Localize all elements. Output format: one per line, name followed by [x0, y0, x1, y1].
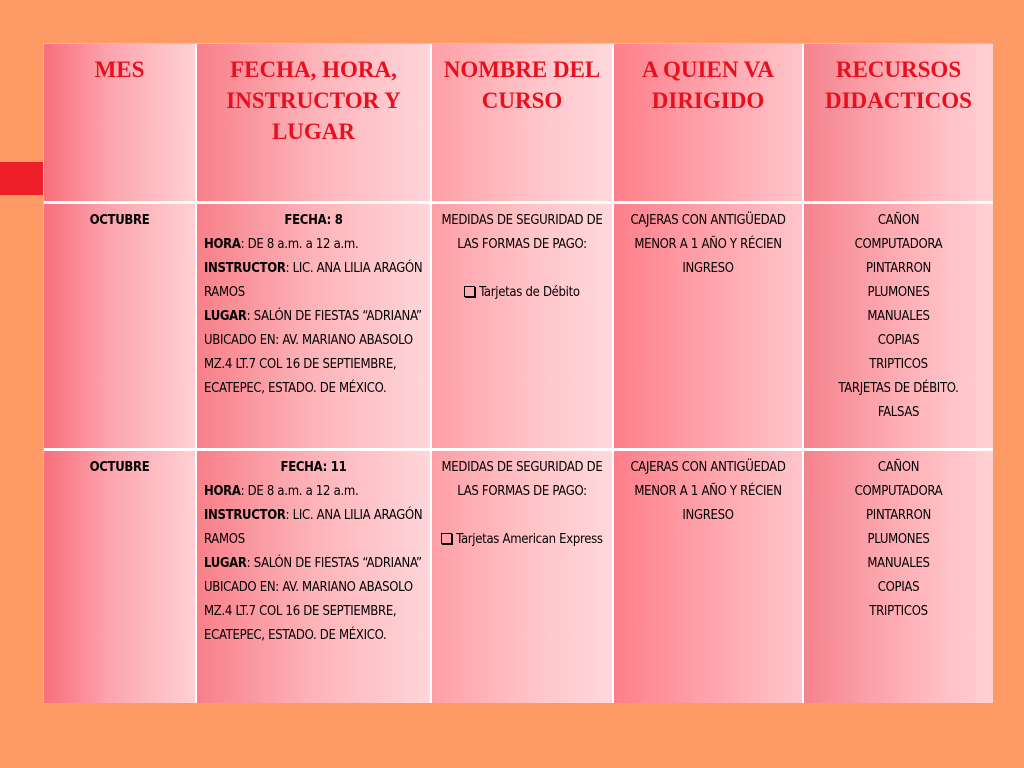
lugar-label: LUGAR: [204, 556, 247, 571]
lugar-value: : SALÓN DE FIESTAS “ADRIANA” UBICADO EN: AV. MARIANO ABASOLO MZ.4 LT.7 COL 16 DE SEPTIEMBRE, ECATEPEC, ESTADO. DE MÉXICO.: [204, 556, 422, 643]
table-row-2-mes: [44, 451, 197, 703]
curso-item: [439, 281, 605, 305]
lugar-value: : SALÓN DE FIESTAS “ADRIANA” UBICADO EN: AV. MARIANO ABASOLO MZ.4 LT.7 COL 16 DE SEPTIEMBRE, ECATEPEC, ESTADO. DE MÉXICO.: [204, 309, 422, 396]
table-row-1-dirigido: [614, 204, 804, 451]
header-mes: MES: [44, 44, 197, 204]
recurso-item: MANUALES: [867, 556, 930, 571]
hora-label: HORA: [204, 484, 241, 499]
mes-value: OCTUBRE: [89, 213, 150, 228]
hora-label: HORA: [204, 237, 241, 252]
mes-value: OCTUBRE: [89, 460, 150, 475]
instructor-value: : LIC. ANA LILIA ARAGÓN RAMOS: [204, 508, 423, 547]
table-row-2-fecha: [197, 451, 432, 703]
lugar-label: LUGAR: [204, 309, 247, 324]
table-row-1-recursos: [804, 204, 993, 451]
recurso-item: TRIPTICOS: [869, 357, 928, 372]
schedule-table: [43, 43, 992, 702]
curso-title: MEDIDAS DE SEGURIDAD DE LAS FORMAS DE PAGO:: [441, 213, 603, 252]
recurso-item: FALSAS: [877, 405, 920, 420]
hora-value: : DE 8 a.m. a 12 a.m.: [240, 237, 359, 252]
recurso-item: COMPUTADORA: [854, 237, 943, 252]
curso-title: MEDIDAS DE SEGURIDAD DE LAS FORMAS DE PAGO:: [441, 460, 603, 499]
table-row-2-dirigido: [614, 451, 804, 703]
instructor-block: [204, 508, 422, 547]
recurso-item: MANUALES: [867, 309, 930, 324]
header-dirigido: A QUIEN VA DIRIGIDO: [614, 44, 804, 204]
recurso-item: COMPUTADORA: [854, 484, 943, 499]
recurso-item: CAÑON: [877, 460, 920, 475]
recurso-item: TRIPTICOS: [869, 604, 928, 619]
instructor-block: [204, 261, 422, 300]
instructor-label: INSTRUCTOR: [204, 508, 286, 523]
header-fecha: FECHA, HORA, INSTRUCTOR Y LUGAR: [197, 44, 432, 204]
lugar-block: [204, 556, 422, 643]
hora-value: : DE 8 a.m. a 12 a.m.: [240, 484, 359, 499]
recurso-item: PLUMONES: [867, 285, 930, 300]
instructor-label: INSTRUCTOR: [204, 261, 286, 276]
lugar-block: [204, 309, 422, 396]
curso-item-text: Tarjetas American Express: [456, 532, 603, 547]
table-row-1-mes: [44, 204, 197, 451]
curso-item: [439, 528, 605, 552]
fecha-label: FECHA: 8: [284, 213, 343, 228]
hora-block: [204, 237, 358, 252]
header-nombre-curso: NOMBRE DEL CURSO: [432, 44, 614, 204]
table-row-1-fecha: [197, 204, 432, 451]
recurso-item: COPIAS: [877, 333, 920, 348]
table-row-2-recursos: [804, 451, 993, 703]
table-row-2-curso: [432, 451, 614, 703]
recurso-item: PINTARRON: [866, 261, 931, 276]
side-accent-tab: [0, 162, 45, 195]
hora-block: [204, 484, 358, 499]
fecha-label: FECHA: 11: [280, 460, 347, 475]
recurso-item: COPIAS: [877, 580, 920, 595]
recurso-item: CAÑON: [877, 213, 920, 228]
table-row-1-curso: [432, 204, 614, 451]
checkbox-bullet-icon: [441, 533, 452, 544]
checkbox-bullet-icon: [464, 286, 475, 297]
dirigido-value: CAJERAS CON ANTIGÜEDAD MENOR A 1 AÑO Y RÉCIEN INGRESO: [630, 460, 786, 523]
header-recursos: RECURSOS DIDACTICOS: [804, 44, 993, 204]
recurso-item: PLUMONES: [867, 532, 930, 547]
curso-item-text: Tarjetas de Débito: [479, 285, 580, 300]
recurso-item: TARJETAS DE DÉBITO.: [838, 381, 959, 396]
instructor-value: : LIC. ANA LILIA ARAGÓN RAMOS: [204, 261, 423, 300]
recurso-item: PINTARRON: [866, 508, 931, 523]
dirigido-value: CAJERAS CON ANTIGÜEDAD MENOR A 1 AÑO Y RÉCIEN INGRESO: [630, 213, 786, 276]
